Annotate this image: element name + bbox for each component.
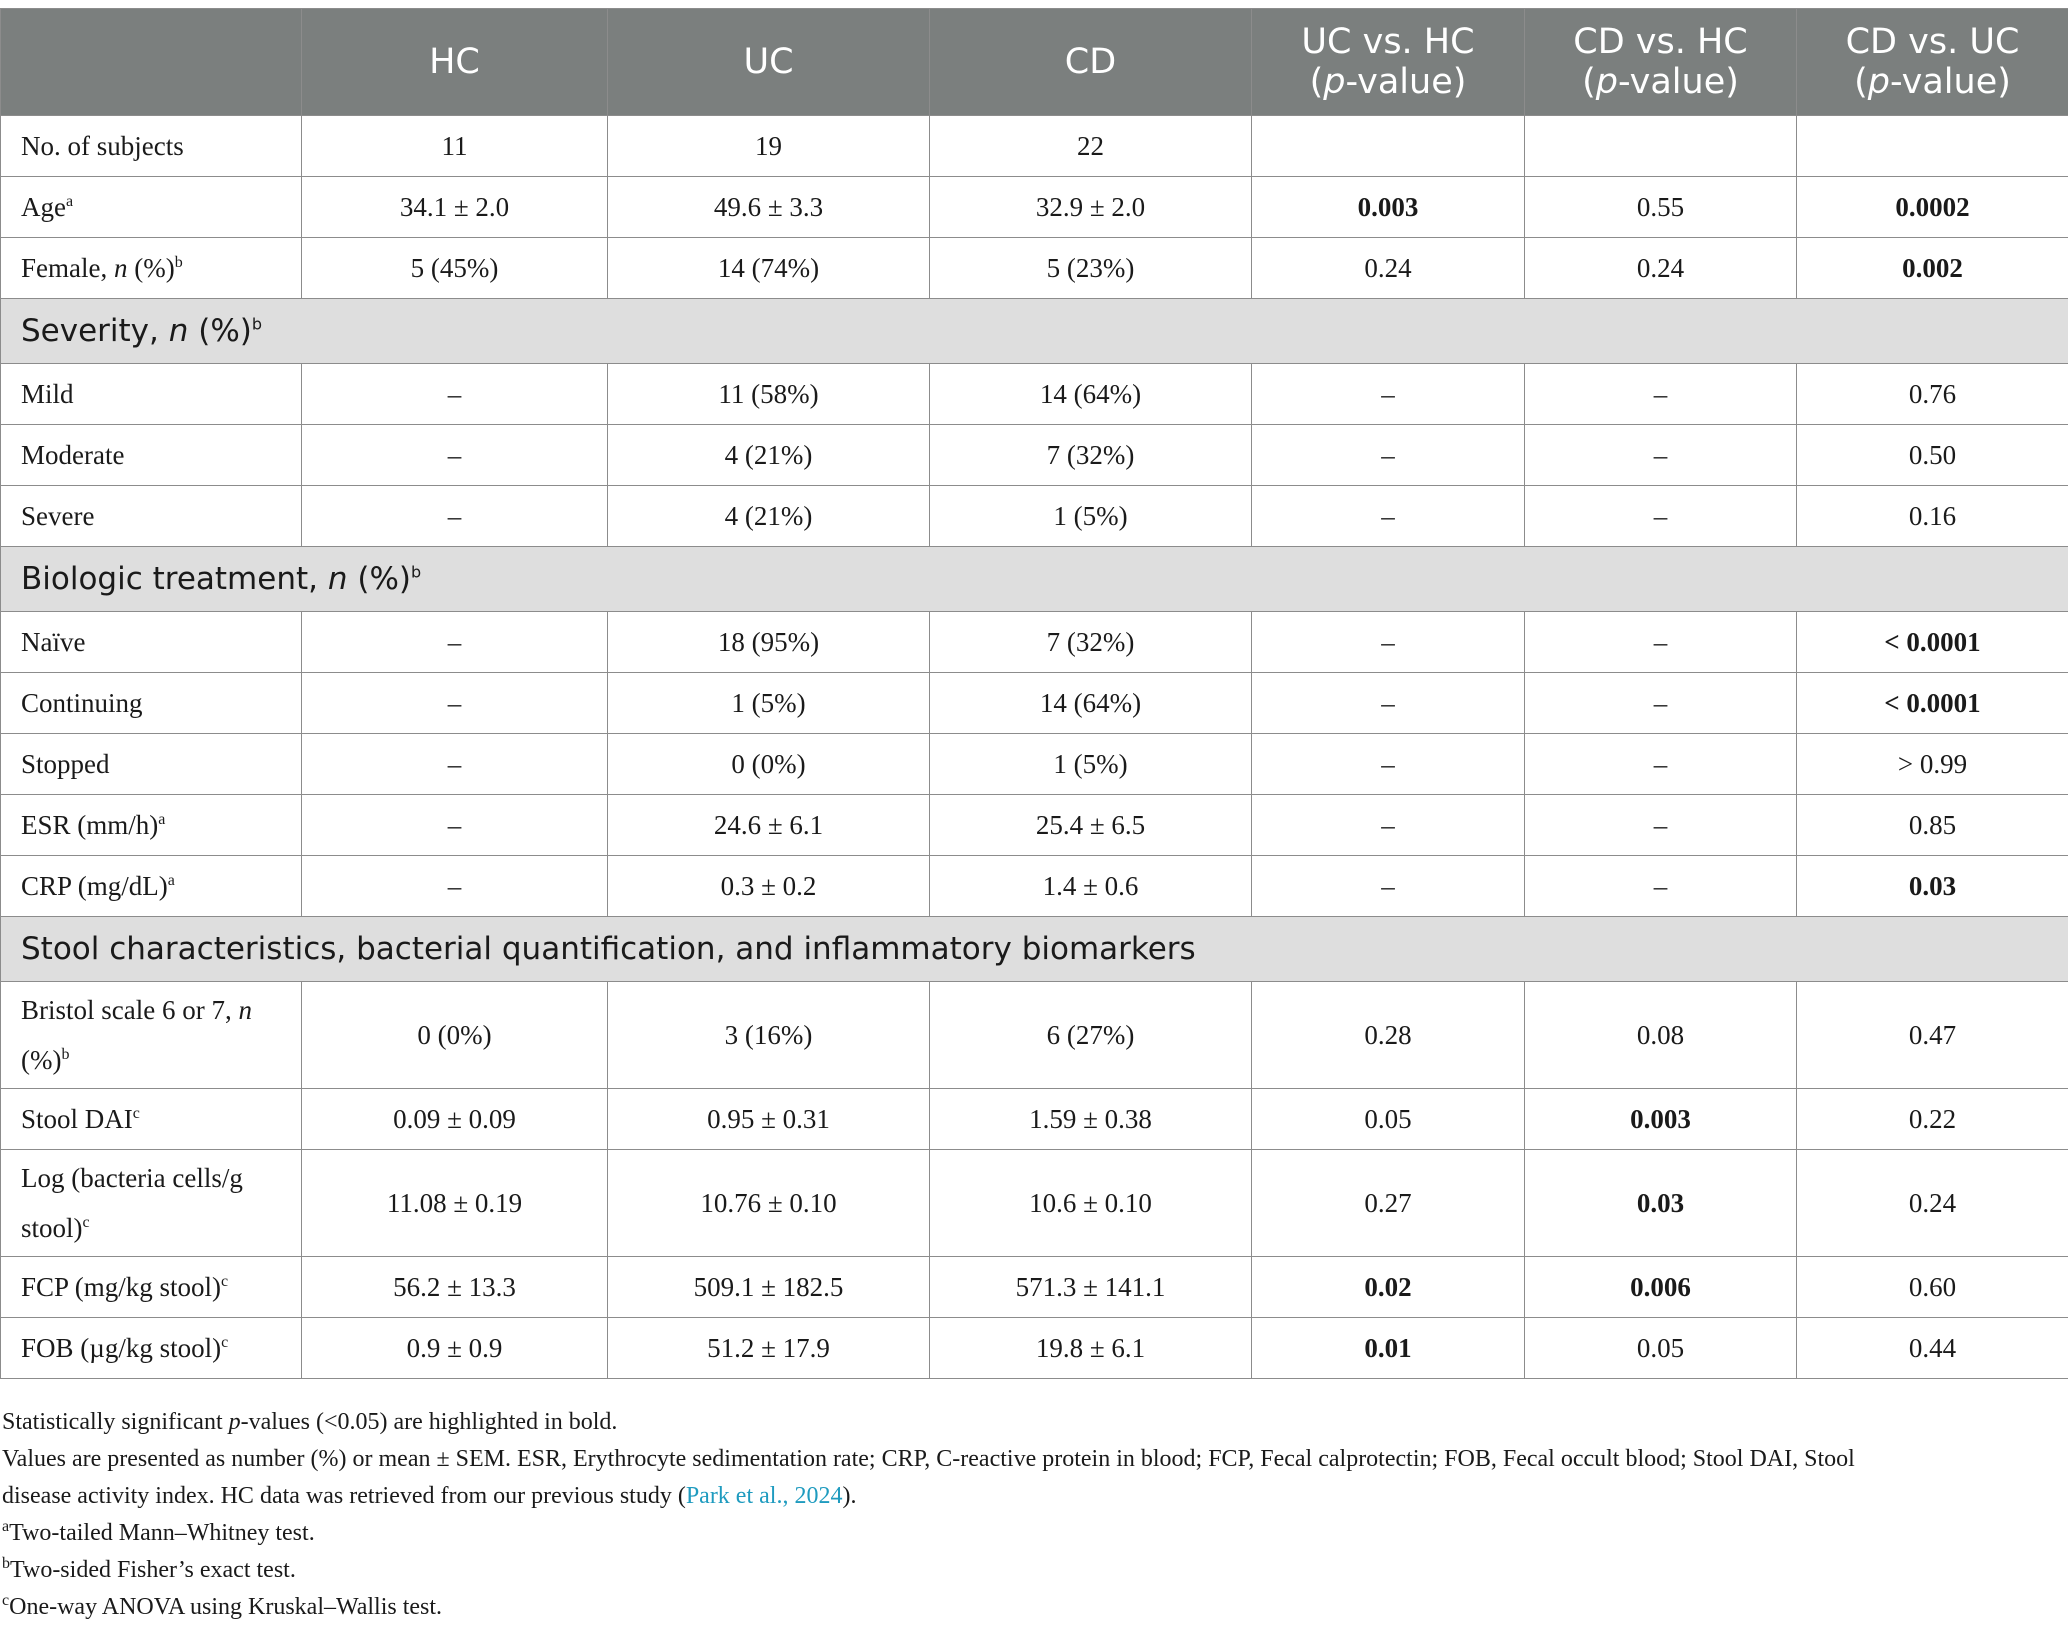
cell-hc: –: [302, 795, 608, 856]
cell-cd: 14 (64%): [930, 364, 1252, 425]
cell-uc: 51.2 ± 17.9: [608, 1318, 930, 1379]
cell-uc-hc: 0.01: [1252, 1318, 1525, 1379]
table-row: [1, 1257, 2068, 1318]
header-uc-vs-hc: UC vs. HC (p-value): [1252, 9, 1525, 116]
table-row: [1, 1318, 2068, 1379]
cell-cd-uc: 0.24: [1797, 1150, 2068, 1257]
header-empty: [1, 9, 302, 116]
header-cd-vs-uc-label: CD vs. UC: [1845, 22, 2020, 62]
cell-uc: 1 (5%): [608, 673, 930, 734]
table-footnotes: [2, 1404, 2062, 1626]
footnote-a: $^a$Two-tailed Mann–Whitney test.: [2, 1518, 315, 1546]
header-cd-vs-uc: CD vs. UC (p-value): [1797, 9, 2068, 116]
header-cd-vs-hc: CD vs. HC (p-value): [1525, 9, 1797, 116]
cell-cd: 25.4 ± 6.5: [930, 795, 1252, 856]
header-uc: UC: [608, 9, 930, 116]
citation-link[interactable]: Park et al., 2024: [685, 1483, 843, 1509]
section-heading: Biologic treatment, n (%)$^b$: [1, 547, 2068, 612]
cell-hc: 5 (45%): [302, 238, 608, 299]
cell-uc: 3 (16%): [608, 982, 930, 1089]
row-label: Log (bacteria cells/g stool)$^c$: [1, 1150, 302, 1257]
row-label: Severe: [1, 486, 302, 547]
row-label: Stopped: [1, 734, 302, 795]
cell-hc: –: [302, 734, 608, 795]
table-row: [1, 856, 2068, 917]
cell-cd-hc: 0.24: [1525, 238, 1797, 299]
header-uc-vs-hc-label: UC vs. HC: [1301, 22, 1475, 62]
table-row: [1, 486, 2068, 547]
cell-cd-hc: –: [1525, 486, 1797, 547]
results-table: [0, 8, 2068, 1379]
table-row: [1, 116, 2068, 177]
cell-uc: 0.3 ± 0.2: [608, 856, 930, 917]
cell-cd: 7 (32%): [930, 612, 1252, 673]
cell-uc-hc: –: [1252, 734, 1525, 795]
cell-hc: 0 (0%): [302, 982, 608, 1089]
table-row: [1, 734, 2068, 795]
cell-cd: 1.4 ± 0.6: [930, 856, 1252, 917]
cell-cd-uc: 0.002: [1797, 238, 2068, 299]
table-row: [1, 238, 2068, 299]
cell-cd: 5 (23%): [930, 238, 1252, 299]
cell-uc: 14 (74%): [608, 238, 930, 299]
row-label: Naïve: [1, 612, 302, 673]
cell-uc-hc: –: [1252, 364, 1525, 425]
cell-cd-hc: 0.003: [1525, 1089, 1797, 1150]
table-row: [1, 177, 2068, 238]
cell-cd-uc: < 0.0001: [1797, 612, 2068, 673]
cell-uc-hc: –: [1252, 425, 1525, 486]
cell-uc-hc: 0.003: [1252, 177, 1525, 238]
section-row-stool: [1, 917, 2068, 982]
header-hc: HC: [302, 9, 608, 116]
cell-cd-uc: 0.03: [1797, 856, 2068, 917]
row-label: Continuing: [1, 673, 302, 734]
cell-uc: 4 (21%): [608, 486, 930, 547]
cell-cd-uc: 0.22: [1797, 1089, 2068, 1150]
footnote-b: $^b$Two-sided Fisher’s exact test.: [2, 1555, 296, 1583]
section-row-severity: [1, 299, 2068, 364]
table-row: [1, 982, 2068, 1089]
cell-uc-hc: –: [1252, 486, 1525, 547]
cell-cd-hc: –: [1525, 795, 1797, 856]
table-row: [1, 1150, 2068, 1257]
cell-cd-uc: < 0.0001: [1797, 673, 2068, 734]
cell-cd-hc: –: [1525, 364, 1797, 425]
cell-cd-uc: 0.44: [1797, 1318, 2068, 1379]
cell-uc: 11 (58%): [608, 364, 930, 425]
footnote-abbreviations: Values are presented as number (%) or mean ± SEM. ESR, Erythrocyte sedimentation rate; CRP, C-reactive protein in blood; FCP, Fecal calprotectin; FOB, Fecal occult blood; Stool DAI, Stool disease activity index. HC data was retrieved from our previous study (Park et al., 2024).: [2, 1446, 1855, 1509]
cell-cd-hc: 0.05: [1525, 1318, 1797, 1379]
header-cd: CD: [930, 9, 1252, 116]
cell-cd-hc: [1525, 116, 1797, 177]
cell-cd: 6 (27%): [930, 982, 1252, 1089]
cell-cd-uc: 0.50: [1797, 425, 2068, 486]
cell-uc-hc: –: [1252, 795, 1525, 856]
cell-hc: –: [302, 673, 608, 734]
cell-cd: 14 (64%): [930, 673, 1252, 734]
row-label: Bristol scale 6 or 7, n (%)$^b$: [1, 982, 302, 1089]
cell-cd-uc: 0.47: [1797, 982, 2068, 1089]
cell-cd-uc: [1797, 116, 2068, 177]
cell-uc-hc: 0.02: [1252, 1257, 1525, 1318]
cell-cd-hc: –: [1525, 856, 1797, 917]
cell-uc-hc: 0.05: [1252, 1089, 1525, 1150]
cell-cd-uc: 0.60: [1797, 1257, 2068, 1318]
cell-cd-hc: –: [1525, 612, 1797, 673]
cell-cd: 7 (32%): [930, 425, 1252, 486]
cell-cd-uc: 0.76: [1797, 364, 2068, 425]
cell-uc-hc: –: [1252, 612, 1525, 673]
cell-hc: 11: [302, 116, 608, 177]
cell-cd: 19.8 ± 6.1: [930, 1318, 1252, 1379]
section-heading: Stool characteristics, bacterial quantification, and inflammatory biomarkers: [1, 917, 2068, 982]
row-label: Age$^a$: [1, 177, 302, 238]
cell-hc: –: [302, 612, 608, 673]
cell-cd-hc: –: [1525, 425, 1797, 486]
cell-cd-hc: –: [1525, 673, 1797, 734]
row-label: Moderate: [1, 425, 302, 486]
cell-cd-uc: > 0.99: [1797, 734, 2068, 795]
cell-cd: 1 (5%): [930, 486, 1252, 547]
cell-cd: 32.9 ± 2.0: [930, 177, 1252, 238]
cell-uc: 18 (95%): [608, 612, 930, 673]
row-label: CRP $(mg/dL)^a$: [1, 856, 302, 917]
row-label: No. of subjects: [1, 116, 302, 177]
cell-cd-hc: 0.55: [1525, 177, 1797, 238]
cell-cd-hc: 0.006: [1525, 1257, 1797, 1318]
cell-cd-hc: 0.03: [1525, 1150, 1797, 1257]
cell-cd-uc: 0.0002: [1797, 177, 2068, 238]
row-label: FCP (mg/kg stool)$^c$: [1, 1257, 302, 1318]
cell-hc: 56.2 ± 13.3: [302, 1257, 608, 1318]
results-table-wrapper: [0, 8, 2068, 1379]
table-row: [1, 364, 2068, 425]
cell-cd-hc: –: [1525, 734, 1797, 795]
row-label: Female, n (%)$^b$: [1, 238, 302, 299]
cell-uc-hc: [1252, 116, 1525, 177]
table-row: [1, 612, 2068, 673]
cell-cd-uc: 0.85: [1797, 795, 2068, 856]
header-row: [1, 9, 2068, 116]
cell-cd: 10.6 ± 0.10: [930, 1150, 1252, 1257]
cell-uc: 19: [608, 116, 930, 177]
cell-uc-hc: –: [1252, 673, 1525, 734]
table-row: [1, 425, 2068, 486]
cell-uc-hc: 0.24: [1252, 238, 1525, 299]
row-label: FOB (µg/kg stool)$^c$: [1, 1318, 302, 1379]
cell-uc-hc: 0.27: [1252, 1150, 1525, 1257]
cell-uc: 509.1 ± 182.5: [608, 1257, 930, 1318]
cell-cd: 571.3 ± 141.1: [930, 1257, 1252, 1318]
section-row-biologic: [1, 547, 2068, 612]
cell-cd: 1 (5%): [930, 734, 1252, 795]
cell-hc: –: [302, 856, 608, 917]
table-row: [1, 795, 2068, 856]
cell-hc: –: [302, 486, 608, 547]
header-cd-vs-hc-label: CD vs. HC: [1573, 22, 1748, 62]
cell-uc: 0 (0%): [608, 734, 930, 795]
cell-uc-hc: 0.28: [1252, 982, 1525, 1089]
row-label: ESR $(mm/h)^a$: [1, 795, 302, 856]
cell-uc-hc: –: [1252, 856, 1525, 917]
cell-uc: 0.95 ± 0.31: [608, 1089, 930, 1150]
cell-uc: 24.6 ± 6.1: [608, 795, 930, 856]
cell-cd: 22: [930, 116, 1252, 177]
cell-uc: 4 (21%): [608, 425, 930, 486]
cell-hc: –: [302, 425, 608, 486]
cell-uc: 10.76 ± 0.10: [608, 1150, 930, 1257]
table-row: [1, 1089, 2068, 1150]
section-heading: Severity, n (%)$^b$: [1, 299, 2068, 364]
table-row: [1, 673, 2068, 734]
footnote-c: $^c$One-way ANOVA using Kruskal–Wallis test.: [2, 1592, 443, 1620]
cell-uc: 49.6 ± 3.3: [608, 177, 930, 238]
cell-hc: 0.09 ± 0.09: [302, 1089, 608, 1150]
cell-cd-uc: 0.16: [1797, 486, 2068, 547]
cell-cd: 1.59 ± 0.38: [930, 1089, 1252, 1150]
row-label: Stool DAI$^c$: [1, 1089, 302, 1150]
cell-hc: 34.1 ± 2.0: [302, 177, 608, 238]
cell-cd-hc: 0.08: [1525, 982, 1797, 1089]
cell-hc: –: [302, 364, 608, 425]
cell-hc: 0.9 ± 0.9: [302, 1318, 608, 1379]
cell-hc: 11.08 ± 0.19: [302, 1150, 608, 1257]
row-label: Mild: [1, 364, 302, 425]
footnote-significance: Statistically significant p-values (<0.05) are highlighted in bold.: [2, 1409, 618, 1435]
